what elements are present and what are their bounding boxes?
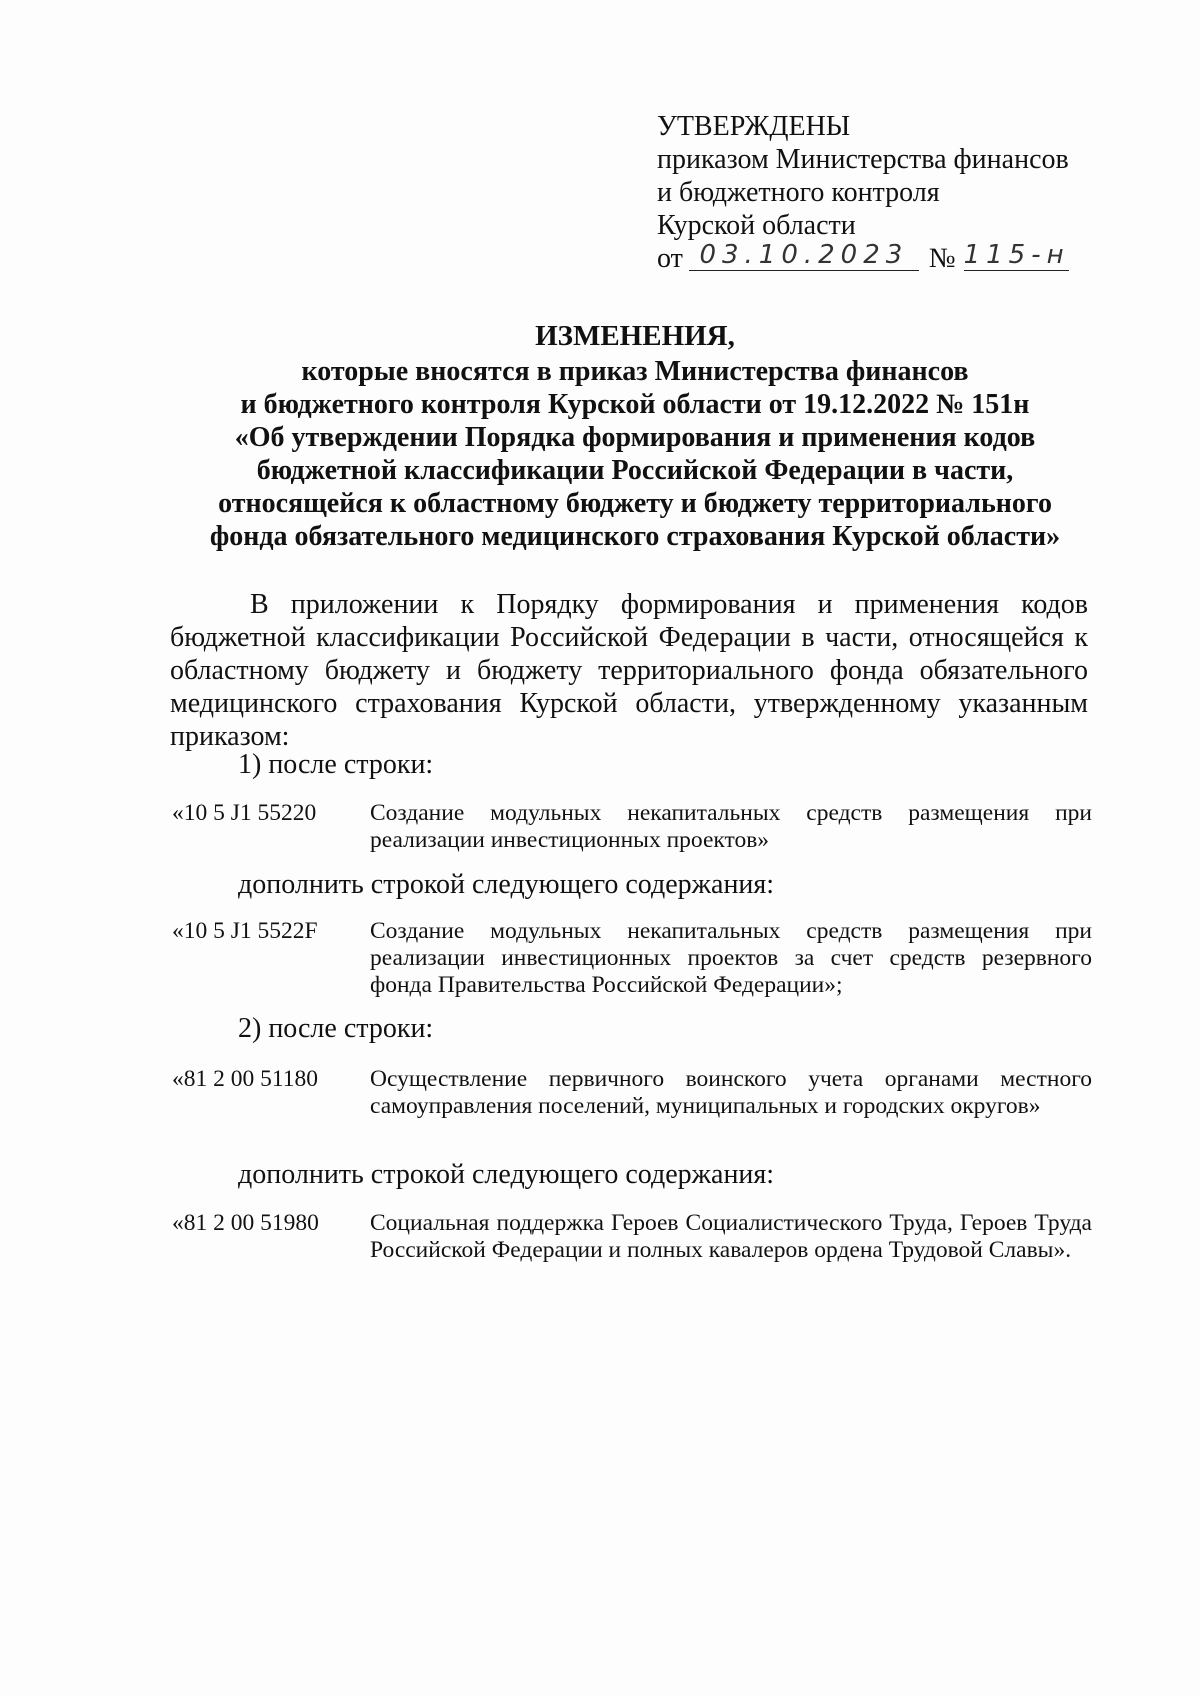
- handwritten-date: 03.10.2023: [689, 240, 919, 271]
- budget-description: Создание модульных некапитальных средств размещения при реализации инвестиционных проектов за счет средств резервного фонда Правительства Российской Федерации»;: [370, 918, 1092, 998]
- budget-description: Создание модульных некапитальных средств размещения при реализации инвестиционных проектов»: [370, 800, 1092, 853]
- budget-code: «10 5 J1 5522F: [172, 918, 318, 944]
- document-title: [170, 320, 1100, 553]
- date-label: от: [657, 243, 683, 274]
- approval-date-number-line: [657, 242, 1127, 275]
- item-2-existing-row: [172, 1066, 1092, 1120]
- item-1-label: 1) после строки:: [238, 749, 434, 780]
- title-line-4: бюджетной классификации Российской Федерации в части,: [256, 455, 1014, 486]
- item-1-existing-row: [172, 800, 1092, 854]
- approval-block: [657, 110, 1127, 275]
- approval-line-2: и бюджетного контроля: [657, 177, 940, 208]
- item-2-new-row: [172, 1210, 1092, 1264]
- approval-line-1: приказом Министерства финансов: [657, 144, 1069, 175]
- item-2-add-label: дополнить строкой следующего содержания:: [238, 1159, 775, 1190]
- approval-line-3: Курской области: [657, 210, 856, 241]
- title-line-5: относящейся к областному бюджету и бюджету территориального: [218, 488, 1052, 519]
- handwritten-number: 115-н: [963, 240, 1070, 270]
- title-line-3: «Об утверждении Порядка формирования и применения кодов: [234, 422, 1036, 453]
- budget-description: Осуществление первичного воинского учета органами местного самоуправления поселений, муниципальных и городских округов»: [370, 1066, 1092, 1119]
- budget-code: «10 5 J1 55220: [172, 800, 317, 826]
- item-1-new-row: [172, 918, 1092, 999]
- item-1-add-label: дополнить строкой следующего содержания:: [238, 869, 775, 900]
- title-line-6: фонда обязательного медицинского страхования Курской области»: [209, 521, 1061, 552]
- budget-description: Социальная поддержка Героев Социалистического Труда, Героев Труда Российской Федерации и полных кавалеров ордена Трудовой Славы».: [370, 1210, 1092, 1263]
- budget-code: «81 2 00 51180: [172, 1066, 319, 1092]
- approval-heading: УТВЕРЖДЕНЫ: [657, 111, 851, 142]
- intro-paragraph: В приложении к Порядку формирования и применения кодов бюджетной классификации Российской Федерации в части, относящейся к областному бюджету и бюджету территориального фонда обязательного медицинского страхования Курской области, утвержденному указанным приказом:: [170, 589, 1088, 752]
- title-line-2: и бюджетного контроля Курской области от 19.12.2022 № 151н: [240, 389, 1030, 420]
- title-line-1: которые вносятся в приказ Министерства финансов: [301, 356, 969, 387]
- number-label: №: [928, 243, 956, 274]
- title-main: ИЗМЕНЕНИЯ,: [535, 320, 735, 352]
- budget-code: «81 2 00 51980: [172, 1210, 319, 1236]
- item-2-label: 2) после строки:: [238, 1013, 434, 1044]
